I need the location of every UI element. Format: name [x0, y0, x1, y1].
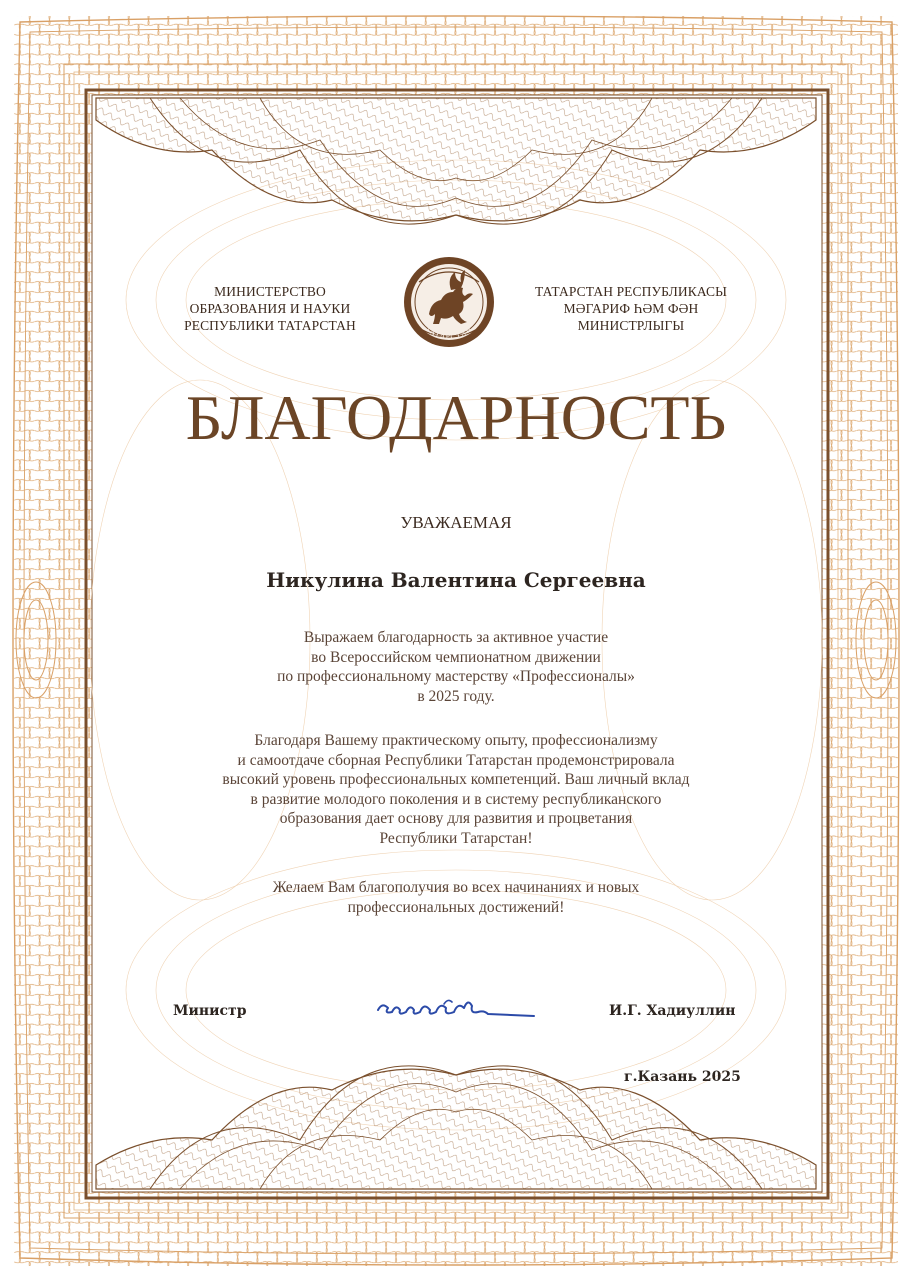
signatory-name: И.Г. Хадиуллин [609, 1003, 736, 1019]
paragraph-line: профессиональных достижений! [347, 898, 565, 916]
ministry-header-right [518, 283, 744, 334]
ministry-header-left-line: МИНИСТЕРСТВО [214, 284, 326, 299]
ministry-header-left [168, 283, 372, 334]
city-year: г.Казань 2025 [624, 1069, 741, 1085]
ministry-header-left-line: ОБРАЗОВАНИЯ И НАУКИ [189, 301, 351, 316]
ministry-header-right-line: МӘГАРИФ ҺӘМ ФӘН [563, 301, 699, 316]
recipient-name: Никулина Валентина Сергеевна [266, 568, 646, 592]
emblem-caption-text: ТАТАРСТАН [424, 324, 474, 342]
emblem-caption [401, 252, 497, 364]
svg-text:ТАТАРСТАН [424, 324, 474, 341]
paragraph-gratitude [120, 628, 792, 706]
paragraph-line: и самоотдаче сборная Республики Татарстан продемонстрировала [237, 751, 675, 769]
handwritten-signature-icon [374, 990, 542, 1028]
paragraph-line: высокий уровень профессиональных компетенций. Ваш личный вклад [222, 771, 690, 788]
ministry-header-left-line: РЕСПУБЛИКИ ТАТАРСТАН [184, 318, 356, 333]
paragraph-line: в развитие молодого поколения и в систему республиканского [250, 790, 662, 808]
paragraph-line: в 2025 году. [417, 687, 495, 705]
paragraph-contribution [120, 731, 792, 848]
paragraph-line: Выражаем благодарность за активное участие [303, 629, 609, 646]
salutation: УВАЖАЕМАЯ [400, 513, 512, 532]
paragraph-line: образования дает основу для развития и процветания [279, 810, 633, 827]
certificate-title: БЛАГОДАРНОСТЬ [185, 382, 727, 453]
paragraph-line: во Всероссийском чемпионатном движении [311, 648, 601, 666]
ministry-header-right-line: МИНИСТРЛЫГЫ [577, 318, 685, 333]
paragraph-line: Благодаря Вашему практическому опыту, профессионализму [254, 732, 658, 749]
paragraph-line: Республики Татарстан! [379, 829, 533, 847]
paragraph-line: по профессиональному мастерству «Профессионалы» [277, 668, 635, 685]
paragraph-wishes [120, 878, 792, 917]
signatory-title: Министр [173, 1003, 247, 1019]
paragraph-line: Желаем Вам благополучия во всех начинаниях и новых [272, 879, 640, 896]
ministry-header-right-line: ТАТАРСТАН РЕСПУБЛИКАСЫ [534, 284, 728, 299]
